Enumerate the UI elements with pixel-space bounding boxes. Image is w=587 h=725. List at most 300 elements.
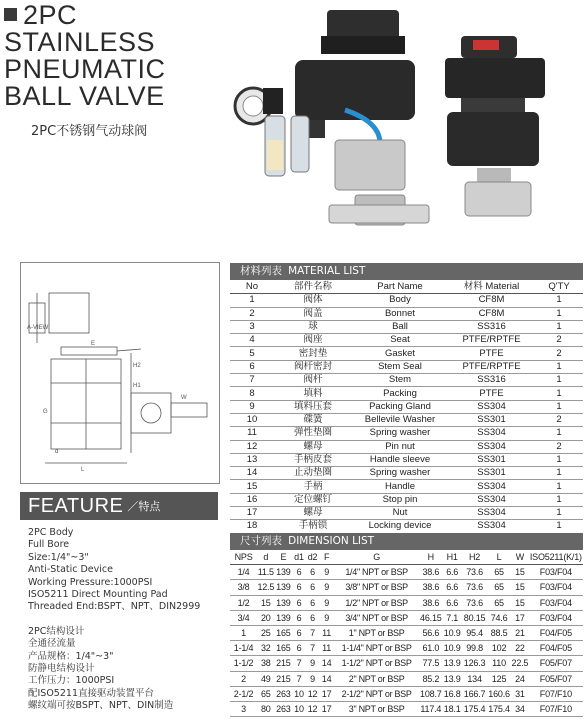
dimension-cell: 73.6	[462, 580, 487, 595]
feature-item: Anti-Static Device	[28, 564, 113, 576]
dimension-cell: 1-1/4	[230, 641, 257, 656]
dimension-cell: 95.4	[462, 625, 487, 640]
product-subtitle: 2PC不锈钢气动球阀	[31, 124, 148, 139]
material-cell: 18	[230, 520, 274, 533]
material-cell: 4	[230, 334, 274, 347]
product-title	[4, 2, 229, 110]
dimension-cell: 17	[511, 610, 529, 625]
dimension-cell: 16.8	[442, 686, 462, 701]
dimension-cell: 77.5	[419, 656, 442, 671]
feature-item-cn: 防静电结构设计	[28, 663, 95, 675]
material-cell: 14	[230, 467, 274, 480]
material-cell: SS316	[448, 320, 535, 333]
dimension-cell: 3/8" NPT or BSP	[334, 580, 419, 595]
dimension-cell: 56.6	[419, 625, 442, 640]
material-row	[230, 400, 583, 413]
dimension-cell: 1" NPT or BSP	[334, 625, 419, 640]
dimension-cell: 117.4	[419, 701, 442, 716]
dimension-cell: 3	[230, 701, 257, 716]
material-cell: 阀盖	[274, 307, 352, 320]
feature-title-cn: ／特点	[127, 500, 161, 513]
material-cell: 1	[535, 453, 583, 466]
material-list-header	[230, 263, 583, 280]
dimension-cell: 1/2	[230, 595, 257, 610]
feature-item-cn: 螺纹端可按BSPT、NPT、DIN制造	[28, 700, 174, 712]
feature-item: 2PC Body	[28, 527, 74, 538]
dimension-cell: 263	[275, 686, 293, 701]
feature-item-cn: 全通径流量	[28, 638, 76, 650]
dimension-cell: 65	[487, 595, 511, 610]
dimension-cell: 139	[275, 565, 293, 580]
dimension-cell: 11	[319, 625, 334, 640]
dimension-cell: 11	[319, 641, 334, 656]
dimension-cell: 175.4	[487, 701, 511, 716]
material-cell: 1	[535, 320, 583, 333]
material-cell: 手柄锁	[274, 520, 352, 533]
dimension-cell: 6	[292, 625, 306, 640]
dimension-cell: 49	[257, 671, 274, 686]
dimension-cell: 2-1/2	[230, 686, 257, 701]
dimension-cell: 160.6	[487, 686, 511, 701]
dimension-cell: 9	[319, 595, 334, 610]
dimension-column-header: d1	[292, 550, 306, 565]
dimension-cell: 31	[511, 686, 529, 701]
material-row	[230, 374, 583, 387]
material-table	[230, 281, 583, 534]
dimension-cell: 9	[319, 580, 334, 595]
dimension-cell: 1-1/2" NPT or BSP	[334, 656, 419, 671]
material-column-header: Part Name	[352, 281, 448, 294]
dimension-column-header: d	[257, 550, 274, 565]
material-row	[230, 387, 583, 400]
material-cell: 5	[230, 347, 274, 360]
material-cell: SS301	[448, 453, 535, 466]
dimension-column-header: NPS	[230, 550, 257, 565]
dimension-cell: 7	[292, 656, 306, 671]
dimension-cell: 7	[306, 641, 320, 656]
material-cell: PTFE	[448, 387, 535, 400]
dimension-cell: 6.6	[442, 595, 462, 610]
drawing-side-view	[131, 393, 171, 433]
dimension-cell: 22.5	[511, 656, 529, 671]
dimension-cell: 22	[511, 641, 529, 656]
material-cell: 止动垫圈	[274, 467, 352, 480]
dimension-cell: 17	[319, 686, 334, 701]
dimension-cell: 38.6	[419, 595, 442, 610]
material-cell: 阀体	[274, 294, 352, 307]
dimension-cell: 32	[257, 641, 274, 656]
dimension-cell: 13.9	[442, 671, 462, 686]
material-cell: Handle sleeve	[352, 453, 448, 466]
dimension-cell: 17	[319, 701, 334, 716]
feature-item: Threaded End:BSPT、NPT、DIN2999	[28, 601, 201, 613]
feature-header	[20, 492, 218, 520]
dimension-cell: 15	[511, 580, 529, 595]
dimension-cell: 80	[257, 701, 274, 716]
dimension-cell: 6	[292, 641, 306, 656]
dimension-column-header: H	[419, 550, 442, 565]
dimension-table	[230, 550, 583, 717]
material-cell: Locking device	[352, 520, 448, 533]
dimension-cell: 80.15	[462, 610, 487, 625]
material-cell: 13	[230, 453, 274, 466]
dimension-cell: 38.6	[419, 580, 442, 595]
material-cell: 8	[230, 387, 274, 400]
dimension-cell: 20	[257, 610, 274, 625]
material-cell: Stem	[352, 374, 448, 387]
technical-drawing	[20, 262, 220, 484]
drawing-dim-label: d	[55, 449, 59, 455]
dimension-cell: 126.3	[462, 656, 487, 671]
material-cell: Body	[352, 294, 448, 307]
material-cell: 16	[230, 493, 274, 506]
material-row	[230, 480, 583, 493]
material-cell: 1	[535, 294, 583, 307]
dimension-cell: 139	[275, 595, 293, 610]
feature-list	[28, 527, 200, 713]
material-cell: 3	[230, 320, 274, 333]
dimension-list-header-cn: 尺寸列表	[240, 535, 282, 547]
material-row	[230, 440, 583, 453]
material-cell: 密封垫	[274, 347, 352, 360]
material-cell: 填料	[274, 387, 352, 400]
material-row	[230, 294, 583, 307]
dimension-row	[230, 595, 583, 610]
material-cell: 2	[230, 307, 274, 320]
dimension-cell: 10	[292, 686, 306, 701]
material-cell: Packing	[352, 387, 448, 400]
material-cell: SS304	[448, 480, 535, 493]
material-cell: Pin nut	[352, 440, 448, 453]
dimension-cell: 9	[306, 656, 320, 671]
dimension-cell: 88.5	[487, 625, 511, 640]
material-cell: 1	[535, 507, 583, 520]
right-valve-assembly	[445, 36, 545, 216]
dimension-list-header	[230, 533, 583, 550]
dimension-cell: 14	[319, 656, 334, 671]
material-row	[230, 520, 583, 533]
dimension-cell: 18.1	[442, 701, 462, 716]
dimension-cell: 12	[306, 701, 320, 716]
feature-item: Full Bore	[28, 539, 70, 551]
material-cell: Nut	[352, 507, 448, 520]
material-cell: SS301	[448, 467, 535, 480]
dimension-row	[230, 656, 583, 671]
dimension-cell: 110	[487, 656, 511, 671]
material-row	[230, 307, 583, 320]
material-column-header: 材料 Material	[448, 281, 535, 294]
material-cell: SS304	[448, 427, 535, 440]
dimension-cell: 12	[306, 686, 320, 701]
dimension-cell: 74.6	[487, 610, 511, 625]
dimension-row	[230, 610, 583, 625]
feature-item: ISO5211 Direct Mounting Pad	[28, 589, 168, 601]
dimension-cell: 102	[487, 641, 511, 656]
material-cell: 11	[230, 427, 274, 440]
material-cell: 6	[230, 360, 274, 373]
material-row	[230, 334, 583, 347]
material-cell: 1	[535, 374, 583, 387]
material-column-header: 部件名称	[274, 281, 352, 294]
material-cell: Packing Gland	[352, 400, 448, 413]
material-cell: Handle	[352, 480, 448, 493]
dimension-cell: 1/2" NPT or BSP	[334, 595, 419, 610]
dimension-cell: F07/F10	[529, 686, 583, 701]
dimension-column-header: E	[275, 550, 293, 565]
material-cell: 手柄	[274, 480, 352, 493]
material-cell: 阀座	[274, 334, 352, 347]
dimension-cell: 139	[275, 580, 293, 595]
dimension-cell: 99.8	[462, 641, 487, 656]
material-cell: 1	[535, 480, 583, 493]
dimension-cell: 215	[275, 656, 293, 671]
feature-item-cn: 2PC结构设计	[28, 625, 85, 637]
dimension-column-header: H2	[462, 550, 487, 565]
material-cell: Bonnet	[352, 307, 448, 320]
dimension-cell: F03/F04	[529, 580, 583, 595]
material-cell: Spring washer	[352, 467, 448, 480]
material-cell: 2	[535, 413, 583, 426]
material-cell: 9	[230, 400, 274, 413]
dimension-cell: 65	[487, 580, 511, 595]
material-cell: 1	[535, 307, 583, 320]
dimension-header-row	[230, 550, 583, 565]
material-cell: SS304	[448, 520, 535, 533]
material-cell: 12	[230, 440, 274, 453]
material-cell: Ball	[352, 320, 448, 333]
feature-title: FEATURE	[28, 494, 124, 517]
dimension-cell: 24	[511, 671, 529, 686]
drawing-side-pad	[171, 403, 207, 417]
material-cell: 碟簧	[274, 413, 352, 426]
material-cell: Bellevile Washer	[352, 413, 448, 426]
material-cell: CF8M	[448, 307, 535, 320]
dimension-cell: 166.7	[462, 686, 487, 701]
feature-item: Size:1/4"~3"	[28, 551, 89, 563]
dimension-cell: 14	[319, 671, 334, 686]
drawing-top-detail	[49, 293, 89, 333]
material-cell: 螺母	[274, 440, 352, 453]
material-row	[230, 413, 583, 426]
dimension-cell: 6	[292, 565, 306, 580]
dimension-cell: 10.9	[442, 641, 462, 656]
material-row	[230, 507, 583, 520]
material-cell: CF8M	[448, 294, 535, 307]
dimension-row	[230, 641, 583, 656]
material-cell: Gasket	[352, 347, 448, 360]
dimension-cell: F03/F04	[529, 565, 583, 580]
material-cell: Spring washer	[352, 427, 448, 440]
material-cell: SS304	[448, 507, 535, 520]
dimension-cell: 6	[292, 595, 306, 610]
dimension-cell: 3/4	[230, 610, 257, 625]
dimension-cell: F03/F04	[529, 610, 583, 625]
material-cell: 15	[230, 480, 274, 493]
dimension-cell: 1-1/4" NPT or BSP	[334, 641, 419, 656]
dimension-cell: 7	[306, 625, 320, 640]
dimension-cell: 125	[487, 671, 511, 686]
material-row	[230, 427, 583, 440]
dimension-cell: 15	[511, 565, 529, 580]
material-cell: 弹性垫圈	[274, 427, 352, 440]
feature-item-cn: 工作压力：1000PSI	[28, 675, 115, 687]
dimension-cell: 11.5	[257, 565, 274, 580]
dimension-cell: 175.4	[462, 701, 487, 716]
dimension-column-header: G	[334, 550, 419, 565]
dimension-cell: 6.6	[442, 565, 462, 580]
material-cell: 填料压套	[274, 400, 352, 413]
dimension-cell: 9	[306, 671, 320, 686]
material-list-header-cn: 材料列表	[240, 265, 282, 277]
material-row	[230, 360, 583, 373]
title-line: STAINLESS	[4, 27, 156, 57]
drawing-dim-label: H1	[133, 383, 141, 389]
dimension-column-header: F	[319, 550, 334, 565]
dimension-cell: F04/F05	[529, 625, 583, 640]
dimension-cell: 61.0	[419, 641, 442, 656]
dimension-cell: 139	[275, 610, 293, 625]
material-cell: 2	[535, 347, 583, 360]
material-cell: 2	[535, 440, 583, 453]
dimension-column-header: d2	[306, 550, 320, 565]
dimension-cell: 6	[292, 580, 306, 595]
dimension-cell: 65	[487, 565, 511, 580]
drawing-dim-label: E	[91, 341, 96, 347]
dimension-cell: 6	[306, 610, 320, 625]
material-cell: 1	[535, 467, 583, 480]
dimension-cell: 1-1/2	[230, 656, 257, 671]
material-cell: 1	[535, 493, 583, 506]
dimension-cell: 6.6	[442, 580, 462, 595]
material-cell: 1	[535, 400, 583, 413]
dimension-row	[230, 671, 583, 686]
drawing-dim-label: L	[81, 467, 85, 473]
dimension-cell: 25	[257, 625, 274, 640]
material-row	[230, 320, 583, 333]
dimension-cell: 6	[292, 610, 306, 625]
dimension-cell: 38.6	[419, 565, 442, 580]
dimension-cell: 2	[230, 671, 257, 686]
material-column-header: Q'TY	[535, 281, 583, 294]
title-line: BALL VALVE	[4, 81, 165, 111]
dimension-cell: 21	[511, 625, 529, 640]
dimension-cell: F04/F05	[529, 641, 583, 656]
material-cell: 2	[535, 334, 583, 347]
dimension-cell: 7	[292, 671, 306, 686]
material-cell: 定位螺钉	[274, 493, 352, 506]
material-cell: Seat	[352, 334, 448, 347]
dimension-cell: 165	[275, 625, 293, 640]
material-column-header: No	[230, 281, 274, 294]
drawing-dim-label: W	[181, 395, 187, 401]
dimension-cell: 15	[511, 595, 529, 610]
material-cell: 1	[535, 387, 583, 400]
dimension-cell: 263	[275, 701, 293, 716]
dimension-cell: 108.7	[419, 686, 442, 701]
feature-item: Working Pressure:1000PSI	[28, 576, 153, 588]
drawing-handle	[61, 347, 117, 355]
left-valve-assembly	[235, 10, 429, 225]
material-cell: Stem Seal	[352, 360, 448, 373]
drawing-view-label: A-VIEW	[27, 325, 49, 331]
dimension-cell: F07/F10	[529, 701, 583, 716]
material-cell: 1	[535, 360, 583, 373]
dimension-cell: 73.6	[462, 565, 487, 580]
material-cell: 球	[274, 320, 352, 333]
material-cell: 10	[230, 413, 274, 426]
material-row	[230, 347, 583, 360]
dimension-cell: 6	[306, 580, 320, 595]
dimension-row	[230, 625, 583, 640]
dimension-cell: 15	[257, 595, 274, 610]
dimension-list-header-en: DIMENSION LIST	[288, 535, 375, 547]
material-cell: 阀杆	[274, 374, 352, 387]
dimension-cell: 134	[462, 671, 487, 686]
dimension-row	[230, 565, 583, 580]
dimension-cell: 2" NPT or BSP	[334, 671, 419, 686]
dimension-cell: 215	[275, 671, 293, 686]
material-cell: SS304	[448, 400, 535, 413]
dimension-column-header: ISO5211(K/1)	[529, 550, 583, 565]
material-cell: SS316	[448, 374, 535, 387]
material-row	[230, 453, 583, 466]
material-cell: 1	[535, 520, 583, 533]
material-row	[230, 467, 583, 480]
dimension-cell: 3/8	[230, 580, 257, 595]
material-cell: 1	[535, 427, 583, 440]
feature-item-cn: 产品规格：1/4"~3"	[28, 650, 114, 662]
dimension-cell: 9	[319, 565, 334, 580]
dimension-cell: 2-1/2" NPT or BSP	[334, 686, 419, 701]
dimension-row	[230, 580, 583, 595]
material-row	[230, 493, 583, 506]
dimension-cell: 6	[306, 595, 320, 610]
dimension-cell: 9	[319, 610, 334, 625]
material-cell: 阀杆密封	[274, 360, 352, 373]
dimension-cell: F05/F07	[529, 671, 583, 686]
material-cell: SS304	[448, 440, 535, 453]
material-cell: 7	[230, 374, 274, 387]
dimension-cell: 3/4" NPT or BSP	[334, 610, 419, 625]
dimension-cell: 1	[230, 625, 257, 640]
material-cell: PTFE/RPTFE	[448, 360, 535, 373]
material-list-header-en: MATERIAL LIST	[288, 265, 366, 277]
dimension-cell: 34	[511, 701, 529, 716]
material-header-row	[230, 281, 583, 294]
dimension-cell: 13.9	[442, 656, 462, 671]
material-cell: PTFE/RPTFE	[448, 334, 535, 347]
dimension-cell: 10	[292, 701, 306, 716]
dimension-cell: 1/4" NPT or BSP	[334, 565, 419, 580]
dimension-cell: 7.1	[442, 610, 462, 625]
dimension-row	[230, 686, 583, 701]
title-line: PNEUMATIC	[4, 54, 166, 84]
dimension-cell: 6	[306, 565, 320, 580]
feature-item-cn: 配ISO5211直接驱动装置平台	[28, 687, 154, 699]
material-cell: SS304	[448, 493, 535, 506]
material-cell: 17	[230, 507, 274, 520]
dimension-cell: 12.5	[257, 580, 274, 595]
dimension-cell: 1/4	[230, 565, 257, 580]
dimension-cell: 65	[257, 686, 274, 701]
dimension-row	[230, 701, 583, 716]
dimension-column-header: H1	[442, 550, 462, 565]
material-cell: 手柄皮套	[274, 453, 352, 466]
material-cell: Stop pin	[352, 493, 448, 506]
dimension-cell: 10.9	[442, 625, 462, 640]
dimension-column-header: W	[511, 550, 529, 565]
dimension-cell: F03/F04	[529, 595, 583, 610]
